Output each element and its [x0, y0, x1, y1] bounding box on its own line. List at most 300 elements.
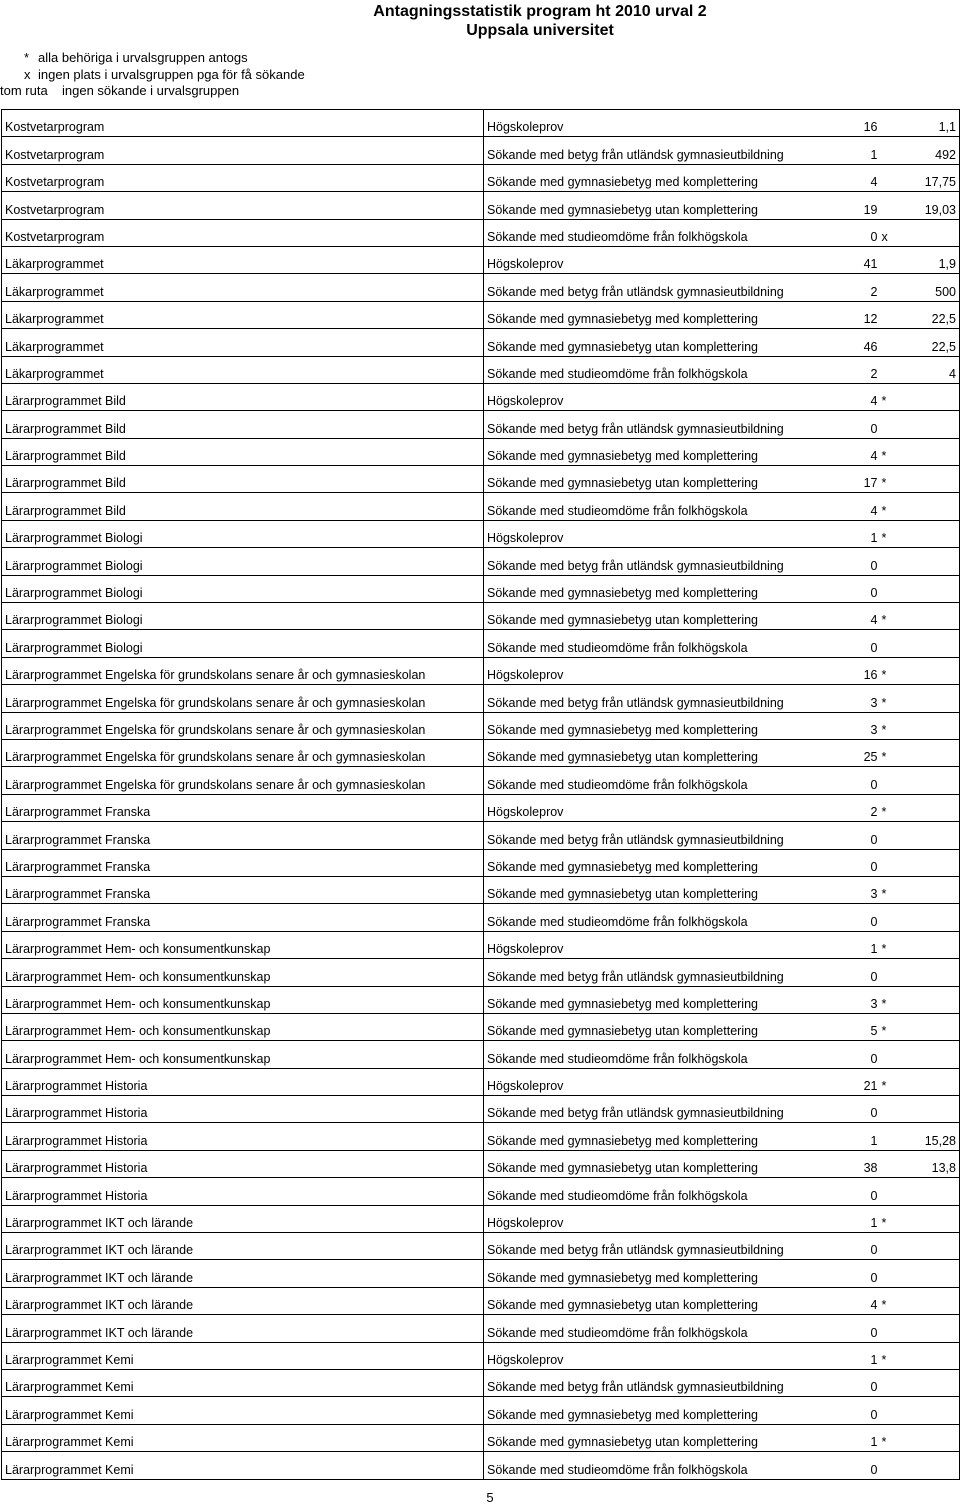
table-row: [2, 110, 960, 137]
count-cell: 0: [816, 1260, 880, 1287]
value-cell: [900, 712, 960, 739]
value-cell: 1,1: [900, 110, 960, 137]
value-cell: [900, 1041, 960, 1068]
group-cell: Högskoleprov: [484, 657, 816, 684]
program-cell: Lärarprogrammet Hem- och konsumentkunskap: [2, 1013, 484, 1040]
group-cell: Sökande med gymnasiebetyg med komplettering: [484, 986, 816, 1013]
symbol-cell: [880, 630, 900, 657]
program-cell: Lärarprogrammet Kemi: [2, 1369, 484, 1396]
table-row: [2, 1369, 960, 1396]
group-cell: Sökande med betyg från utländsk gymnasieutbildning: [484, 137, 816, 164]
group-cell: Högskoleprov: [484, 1068, 816, 1095]
count-cell: 0: [816, 630, 880, 657]
table-row: [2, 739, 960, 766]
table-row: [2, 630, 960, 657]
count-cell: 2: [816, 356, 880, 383]
value-cell: [900, 1013, 960, 1040]
table-row: [2, 246, 960, 273]
value-cell: 500: [900, 274, 960, 301]
count-cell: 12: [816, 301, 880, 328]
count-cell: 4: [816, 493, 880, 520]
value-cell: [900, 1205, 960, 1232]
count-cell: 1: [816, 1342, 880, 1369]
count-cell: 0: [816, 548, 880, 575]
group-cell: Sökande med gymnasiebetyg utan komplettering: [484, 329, 816, 356]
program-cell: Lärarprogrammet Hem- och konsumentkunskap: [2, 986, 484, 1013]
count-cell: 17: [816, 466, 880, 493]
symbol-cell: [880, 192, 900, 219]
program-cell: Lärarprogrammet Franska: [2, 849, 484, 876]
symbol-cell: [880, 1315, 900, 1342]
count-cell: 1: [816, 1123, 880, 1150]
group-cell: Sökande med studieomdöme från folkhögskola: [484, 1178, 816, 1205]
count-cell: 4: [816, 438, 880, 465]
value-cell: [900, 849, 960, 876]
table-row: [2, 493, 960, 520]
program-cell: Lärarprogrammet IKT och lärande: [2, 1205, 484, 1232]
symbol-cell: [880, 959, 900, 986]
value-cell: [900, 1287, 960, 1314]
legend-symbol: *: [24, 50, 30, 65]
group-cell: Sökande med gymnasiebetyg med komplettering: [484, 438, 816, 465]
symbol-cell: *: [880, 876, 900, 903]
group-cell: Sökande med gymnasiebetyg utan komplettering: [484, 1150, 816, 1177]
group-cell: Sökande med betyg från utländsk gymnasieutbildning: [484, 548, 816, 575]
symbol-cell: *: [880, 1342, 900, 1369]
group-cell: Sökande med betyg från utländsk gymnasieutbildning: [484, 1369, 816, 1396]
program-cell: Lärarprogrammet Kemi: [2, 1452, 484, 1479]
group-cell: Sökande med betyg från utländsk gymnasieutbildning: [484, 822, 816, 849]
symbol-cell: [880, 548, 900, 575]
symbol-cell: *: [880, 739, 900, 766]
symbol-cell: x: [880, 219, 900, 246]
table-row: [2, 849, 960, 876]
count-cell: 0: [816, 219, 880, 246]
symbol-cell: *: [880, 986, 900, 1013]
group-cell: Sökande med betyg från utländsk gymnasieutbildning: [484, 411, 816, 438]
value-cell: [900, 822, 960, 849]
table-row: [2, 548, 960, 575]
count-cell: 4: [816, 164, 880, 191]
symbol-cell: [880, 1178, 900, 1205]
symbol-cell: *: [880, 438, 900, 465]
group-cell: Högskoleprov: [484, 520, 816, 547]
program-cell: Lärarprogrammet IKT och lärande: [2, 1315, 484, 1342]
count-cell: 1: [816, 1424, 880, 1451]
program-cell: Lärarprogrammet Historia: [2, 1150, 484, 1177]
program-cell: Lärarprogrammet Kemi: [2, 1397, 484, 1424]
table-row: [2, 794, 960, 821]
symbol-cell: *: [880, 657, 900, 684]
table-row: [2, 822, 960, 849]
group-cell: Sökande med gymnasiebetyg utan komplettering: [484, 192, 816, 219]
count-cell: 25: [816, 739, 880, 766]
count-cell: 3: [816, 685, 880, 712]
program-cell: Läkarprogrammet: [2, 274, 484, 301]
value-cell: [900, 959, 960, 986]
group-cell: Högskoleprov: [484, 246, 816, 273]
group-cell: Sökande med studieomdöme från folkhögskola: [484, 767, 816, 794]
value-cell: [900, 466, 960, 493]
count-cell: 0: [816, 849, 880, 876]
legend-text: alla behöriga i urvalsgruppen antogs: [38, 50, 248, 65]
program-cell: Lärarprogrammet Biologi: [2, 603, 484, 630]
program-cell: Lärarprogrammet Kemi: [2, 1424, 484, 1451]
table-row: [2, 466, 960, 493]
symbol-cell: *: [880, 493, 900, 520]
value-cell: [900, 603, 960, 630]
value-cell: [900, 739, 960, 766]
count-cell: 46: [816, 329, 880, 356]
value-cell: [900, 904, 960, 931]
program-cell: Lärarprogrammet Engelska för grundskolans senare år och gymnasieskolan: [2, 657, 484, 684]
group-cell: Högskoleprov: [484, 1342, 816, 1369]
value-cell: 13,8: [900, 1150, 960, 1177]
group-cell: Sökande med betyg från utländsk gymnasieutbildning: [484, 959, 816, 986]
count-cell: 2: [816, 274, 880, 301]
symbol-cell: [880, 1150, 900, 1177]
count-cell: 0: [816, 1178, 880, 1205]
value-cell: [900, 1424, 960, 1451]
value-cell: 15,28: [900, 1123, 960, 1150]
group-cell: Sökande med gymnasiebetyg utan komplettering: [484, 876, 816, 903]
count-cell: 38: [816, 1150, 880, 1177]
symbol-cell: *: [880, 685, 900, 712]
group-cell: Sökande med betyg från utländsk gymnasieutbildning: [484, 1096, 816, 1123]
count-cell: 21: [816, 1068, 880, 1095]
group-cell: Sökande med gymnasiebetyg utan komplettering: [484, 466, 816, 493]
table-row: [2, 603, 960, 630]
program-cell: Lärarprogrammet Biologi: [2, 575, 484, 602]
value-cell: [900, 931, 960, 958]
symbol-cell: [880, 246, 900, 273]
value-cell: [900, 1096, 960, 1123]
legend: [0, 50, 305, 100]
group-cell: Sökande med gymnasiebetyg med komplettering: [484, 712, 816, 739]
count-cell: 0: [816, 822, 880, 849]
program-cell: Lärarprogrammet Bild: [2, 383, 484, 410]
table-row: [2, 192, 960, 219]
symbol-cell: *: [880, 603, 900, 630]
count-cell: 16: [816, 110, 880, 137]
group-cell: Sökande med gymnasiebetyg med komplettering: [484, 1260, 816, 1287]
symbol-cell: *: [880, 520, 900, 547]
symbol-cell: [880, 329, 900, 356]
table-row: [2, 657, 960, 684]
symbol-cell: *: [880, 466, 900, 493]
value-cell: [900, 1233, 960, 1260]
table-row: [2, 1013, 960, 1040]
program-cell: Lärarprogrammet Franska: [2, 904, 484, 931]
value-cell: 22,5: [900, 329, 960, 356]
value-cell: 19,03: [900, 192, 960, 219]
count-cell: 5: [816, 1013, 880, 1040]
program-cell: Kostvetarprogram: [2, 219, 484, 246]
legend-symbol: tom ruta: [0, 83, 48, 98]
program-cell: Lärarprogrammet IKT och lärande: [2, 1287, 484, 1314]
value-cell: 492: [900, 137, 960, 164]
group-cell: Sökande med studieomdöme från folkhögskola: [484, 904, 816, 931]
count-cell: 3: [816, 876, 880, 903]
legend-text: ingen sökande i urvalsgruppen: [62, 83, 240, 98]
program-cell: Lärarprogrammet Bild: [2, 493, 484, 520]
program-cell: Läkarprogrammet: [2, 356, 484, 383]
count-cell: 0: [816, 1369, 880, 1396]
value-cell: [900, 657, 960, 684]
table-row: [2, 329, 960, 356]
program-cell: Läkarprogrammet: [2, 329, 484, 356]
symbol-cell: *: [880, 383, 900, 410]
symbol-cell: [880, 274, 900, 301]
count-cell: 0: [816, 575, 880, 602]
program-cell: Kostvetarprogram: [2, 164, 484, 191]
table-row: [2, 986, 960, 1013]
admission-table: [1, 109, 960, 1480]
symbol-cell: *: [880, 1287, 900, 1314]
program-cell: Lärarprogrammet Biologi: [2, 548, 484, 575]
table-row: [2, 1150, 960, 1177]
program-cell: Lärarprogrammet IKT och lärande: [2, 1233, 484, 1260]
program-cell: Lärarprogrammet IKT och lärande: [2, 1260, 484, 1287]
symbol-cell: [880, 1397, 900, 1424]
table-row: [2, 931, 960, 958]
group-cell: Sökande med studieomdöme från folkhögskola: [484, 1315, 816, 1342]
count-cell: 1: [816, 931, 880, 958]
group-cell: Högskoleprov: [484, 1205, 816, 1232]
table-row: [2, 1096, 960, 1123]
group-cell: Sökande med gymnasiebetyg utan komplettering: [484, 1013, 816, 1040]
group-cell: Högskoleprov: [484, 383, 816, 410]
count-cell: 4: [816, 1287, 880, 1314]
table-row: [2, 301, 960, 328]
count-cell: 0: [816, 1315, 880, 1342]
value-cell: [900, 767, 960, 794]
program-cell: Lärarprogrammet Bild: [2, 438, 484, 465]
symbol-cell: [880, 1096, 900, 1123]
program-cell: Kostvetarprogram: [2, 137, 484, 164]
table-row: [2, 575, 960, 602]
table-row: [2, 383, 960, 410]
count-cell: 4: [816, 383, 880, 410]
group-cell: Sökande med studieomdöme från folkhögskola: [484, 356, 816, 383]
value-cell: [900, 1260, 960, 1287]
program-cell: Lärarprogrammet Engelska för grundskolans senare år och gymnasieskolan: [2, 685, 484, 712]
symbol-cell: [880, 575, 900, 602]
symbol-cell: [880, 110, 900, 137]
symbol-cell: [880, 1260, 900, 1287]
group-cell: Sökande med gymnasiebetyg med komplettering: [484, 1397, 816, 1424]
program-cell: Lärarprogrammet Biologi: [2, 520, 484, 547]
group-cell: Sökande med studieomdöme från folkhögskola: [484, 630, 816, 657]
program-cell: Lärarprogrammet Biologi: [2, 630, 484, 657]
program-cell: Lärarprogrammet Franska: [2, 794, 484, 821]
group-cell: Sökande med gymnasiebetyg med komplettering: [484, 301, 816, 328]
group-cell: Sökande med gymnasiebetyg med komplettering: [484, 575, 816, 602]
symbol-cell: *: [880, 712, 900, 739]
value-cell: [900, 1342, 960, 1369]
count-cell: 19: [816, 192, 880, 219]
count-cell: 0: [816, 411, 880, 438]
table-row: [2, 1123, 960, 1150]
value-cell: [900, 219, 960, 246]
table-row: [2, 356, 960, 383]
count-cell: 0: [816, 904, 880, 931]
symbol-cell: [880, 822, 900, 849]
group-cell: Sökande med betyg från utländsk gymnasieutbildning: [484, 274, 816, 301]
symbol-cell: [880, 1452, 900, 1479]
value-cell: [900, 438, 960, 465]
program-cell: Lärarprogrammet Hem- och konsumentkunskap: [2, 1041, 484, 1068]
program-cell: Lärarprogrammet Engelska för grundskolans senare år och gymnasieskolan: [2, 739, 484, 766]
symbol-cell: [880, 1369, 900, 1396]
group-cell: Sökande med betyg från utländsk gymnasieutbildning: [484, 685, 816, 712]
value-cell: [900, 1178, 960, 1205]
value-cell: [900, 876, 960, 903]
table-row: [2, 1205, 960, 1232]
symbol-cell: [880, 356, 900, 383]
table-row: [2, 520, 960, 547]
symbol-cell: *: [880, 794, 900, 821]
program-cell: Lärarprogrammet Historia: [2, 1096, 484, 1123]
value-cell: [900, 1068, 960, 1095]
group-cell: Sökande med gymnasiebetyg med komplettering: [484, 849, 816, 876]
table-row: [2, 1041, 960, 1068]
legend-item: [24, 67, 305, 84]
count-cell: 0: [816, 1233, 880, 1260]
group-cell: Högskoleprov: [484, 931, 816, 958]
symbol-cell: [880, 164, 900, 191]
table-row: [2, 411, 960, 438]
group-cell: Sökande med gymnasiebetyg utan komplettering: [484, 1424, 816, 1451]
symbol-cell: [880, 849, 900, 876]
symbol-cell: *: [880, 1424, 900, 1451]
count-cell: 1: [816, 1205, 880, 1232]
count-cell: 1: [816, 520, 880, 547]
symbol-cell: [880, 411, 900, 438]
group-cell: Sökande med gymnasiebetyg utan komplettering: [484, 603, 816, 630]
value-cell: [900, 1452, 960, 1479]
table-row: [2, 1233, 960, 1260]
table-row: [2, 1260, 960, 1287]
symbol-cell: [880, 1041, 900, 1068]
count-cell: 3: [816, 986, 880, 1013]
table-row: [2, 164, 960, 191]
value-cell: [900, 685, 960, 712]
table-row: [2, 1424, 960, 1451]
group-cell: Sökande med gymnasiebetyg utan komplettering: [484, 739, 816, 766]
symbol-cell: [880, 767, 900, 794]
program-cell: Lärarprogrammet Historia: [2, 1123, 484, 1150]
count-cell: 16: [816, 657, 880, 684]
group-cell: Sökande med gymnasiebetyg med komplettering: [484, 164, 816, 191]
table-row: [2, 904, 960, 931]
program-cell: Lärarprogrammet Historia: [2, 1068, 484, 1095]
page-title: Antagningsstatistik program ht 2010 urval 2: [373, 3, 707, 20]
value-cell: [900, 1369, 960, 1396]
group-cell: Högskoleprov: [484, 794, 816, 821]
program-cell: Lärarprogrammet Engelska för grundskolans senare år och gymnasieskolan: [2, 712, 484, 739]
symbol-cell: [880, 1233, 900, 1260]
program-cell: Lärarprogrammet Engelska för grundskolans senare år och gymnasieskolan: [2, 767, 484, 794]
value-cell: [900, 520, 960, 547]
legend-symbol: x: [24, 66, 31, 82]
table-row: [2, 959, 960, 986]
legend-item: [24, 50, 305, 67]
count-cell: 1: [816, 137, 880, 164]
symbol-cell: *: [880, 931, 900, 958]
program-cell: Lärarprogrammet Hem- och konsumentkunskap: [2, 931, 484, 958]
table-row: [2, 1342, 960, 1369]
symbol-cell: [880, 904, 900, 931]
symbol-cell: [880, 301, 900, 328]
table-row: [2, 1397, 960, 1424]
count-cell: 0: [816, 1397, 880, 1424]
value-cell: [900, 548, 960, 575]
table-row: [2, 1315, 960, 1342]
program-cell: Lärarprogrammet Bild: [2, 411, 484, 438]
group-cell: Sökande med studieomdöme från folkhögskola: [484, 219, 816, 246]
table-row: [2, 438, 960, 465]
program-cell: Kostvetarprogram: [2, 192, 484, 219]
page-header: [0, 0, 960, 40]
count-cell: 3: [816, 712, 880, 739]
value-cell: [900, 411, 960, 438]
group-cell: Sökande med studieomdöme från folkhögskola: [484, 1452, 816, 1479]
program-cell: Lärarprogrammet Franska: [2, 822, 484, 849]
value-cell: [900, 1315, 960, 1342]
symbol-cell: *: [880, 1013, 900, 1040]
table-row: [2, 1068, 960, 1095]
program-cell: Lärarprogrammet Historia: [2, 1178, 484, 1205]
program-cell: Lärarprogrammet Hem- och konsumentkunskap: [2, 959, 484, 986]
value-cell: [900, 986, 960, 1013]
group-cell: Sökande med studieomdöme från folkhögskola: [484, 493, 816, 520]
value-cell: [900, 575, 960, 602]
table-row: [2, 274, 960, 301]
symbol-cell: [880, 1123, 900, 1150]
symbol-cell: *: [880, 1068, 900, 1095]
legend-text: ingen plats i urvalsgruppen pga för få sökande: [38, 66, 305, 82]
value-cell: 17,75: [900, 164, 960, 191]
legend-item: [0, 83, 305, 100]
table-row: [2, 712, 960, 739]
program-cell: Lärarprogrammet Franska: [2, 876, 484, 903]
value-cell: [900, 383, 960, 410]
table-row: [2, 876, 960, 903]
program-cell: Kostvetarprogram: [2, 110, 484, 137]
group-cell: Sökande med gymnasiebetyg utan komplettering: [484, 1287, 816, 1314]
table-row: [2, 1178, 960, 1205]
program-cell: Lärarprogrammet Kemi: [2, 1342, 484, 1369]
table-row: [2, 219, 960, 246]
count-cell: 4: [816, 603, 880, 630]
symbol-cell: *: [880, 1205, 900, 1232]
value-cell: 1,9: [900, 246, 960, 273]
table-row: [2, 767, 960, 794]
count-cell: 0: [816, 959, 880, 986]
program-cell: Läkarprogrammet: [2, 301, 484, 328]
table-row: [2, 1287, 960, 1314]
value-cell: [900, 794, 960, 821]
count-cell: 0: [816, 767, 880, 794]
count-cell: 0: [816, 1452, 880, 1479]
value-cell: 4: [900, 356, 960, 383]
value-cell: [900, 1397, 960, 1424]
group-cell: Sökande med gymnasiebetyg med komplettering: [484, 1123, 816, 1150]
table-body: [2, 110, 960, 1480]
table-row: [2, 1452, 960, 1479]
program-cell: Läkarprogrammet: [2, 246, 484, 273]
